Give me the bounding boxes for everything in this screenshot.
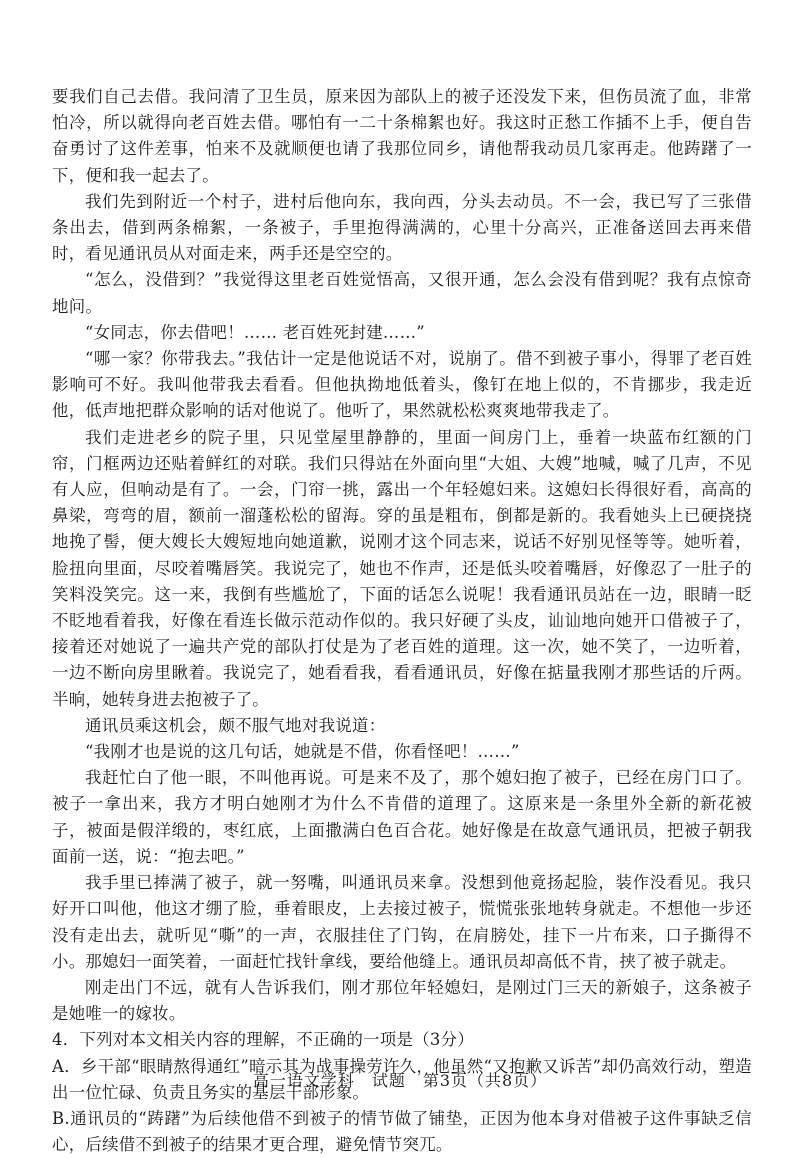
passage-paragraph: 刚走出门不远，就有人告诉我们，刚才那位年轻媳妇，是刚过门三天的新娘子，这条被子是她唯一的嫁妆。 [52, 977, 752, 1024]
passage-paragraph: 通讯员乘这机会，颇不服气地对我说道： [85, 715, 386, 735]
question-block [52, 1027, 752, 1158]
exam-content [52, 84, 752, 1158]
passage-paragraph: 要我们自己去借。我问清了卫生员，原来因为部队上的被子还没发下来，但伤员流了血，非常怕冷，所以就得向老百姓去借。哪怕有一二十条棉絮也好。我这时正愁工作插不上手，便自告奋勇讨了这件差事，怕来不及就顺便也请了我那位同乡，请他帮我动员几家再走。他踌躇了一下，便和我一起去了。 [52, 87, 752, 185]
passage-paragraph: 我们走进老乡的院子里，只见堂屋里静静的，里面一间房门上，垂着一块蓝布红额的门帘，门框两边还贴着鲜红的对联。我们只得站在外面向里“大姐、大嫂”地喊，喊了几声，不见有人应，但响动是有了。一会，门帘一挑，露出一个年轻媳妇来。这媳妇长得很好看，高高的鼻梁，弯弯的眉，额前一溜蓬松松的留海。穿的虽是粗布，倒都是新的。我看她头上已硬挠挠地挽了髻，便大嫂长大嫂短地向她道歉，说刚才这个同志来，说话不好别见怪等等。她听着，脸扭向里面，尽咬着嘴唇笑。我说完了，她也不作声，还是低头咬着嘴唇，好像忍了一肚子的笑料没笑完。这一来，我倒有些尴尬了，下面的话怎么说呢！我看通讯员站在一边，眼睛一眨不眨地看着我，好像在看连长做示范动作似的。我只好硬了头皮，讪讪地向她开口借被子了，接着还对她说了一遍共产党的部队打仗是为了老百姓的道理。这一次，她不笑了，一边听着，一边不断向房里瞅着。我说完了，她看看我，看看通讯员，好像在掂量我刚才那些话的斤两。半晌，她转身进去抱被子了。 [52, 427, 752, 709]
passage-paragraph: “怎么，没借到？”我觉得这里老百姓觉悟高，又很开通，怎么会没有借到呢？我有点惊奇地问。 [52, 270, 752, 316]
option-a: A．乡干部“眼睛熬得通红”暗示其为战事操劳许久，他虽然“又抱歉又诉苦”却仍高效行动，塑造出一位忙碌、负责且务实的基层干部形象。 [52, 1056, 752, 1102]
reading-passage [52, 84, 752, 1027]
passage-paragraph: 我赶忙白了他一眼，不叫他再说。可是来不及了，那个媳妇抱了被子，已经在房门口了。被子一拿出来，我方才明白她刚才为什么不肯借的道理了。这原来是一条里外全新的新花被子，被面是假洋缎的，枣红底，上面撒满白色百合花。她好像是在故意气通讯员，把被子朝我面前一送，说：“抱去吧。” [52, 768, 752, 866]
passage-paragraph: 我们先到附近一个村子，进村后他向东，我向西，分头去动员。不一会，我已写了三张借条出去，借到两条棉絮，一条被子，手里抱得满满的，心里十分高兴，正准备送回去再来借时，看见通讯员从对面走来，两手还是空空的。 [52, 191, 752, 264]
option-b: B.通讯员的“踌躇”为后续他借不到被子的情节做了铺垫，正因为他本身对借被子这件事缺乏信心，后续借不到被子的结果才更合理，避免情节突兀。 [52, 1108, 752, 1155]
question-stem: 4．下列对本文相关内容的理解，不正确的一项是（3分） [52, 1030, 475, 1050]
passage-paragraph: 我手里已捧满了被子，就一努嘴，叫通讯员来拿。没想到他竟扬起脸，装作没看见。我只好开口叫他，他这才绷了脸，垂着眼皮，上去接过被子，慌慌张张地转身就走。不想他一步还没有走出去，就听见“嘶”的一声，衣服挂住了门钩，在肩膀处，挂下一片布来，口子撕得不小。那媳妇一面笑着，一面赶忙找针拿线，要给他缝上。通讯员却高低不肯，挟了被子就走。 [52, 873, 752, 971]
passage-paragraph: “我刚才也是说的这几句话，她就是不借，你看怪吧！……” [85, 742, 520, 762]
page-footer: 高一语文学科 试题 第3页（共8页） [252, 1071, 548, 1090]
passage-paragraph: “哪一家？你带我去。”我估计一定是他说话不对，说崩了。借不到被子事小，得罪了老百姓影响可不好。我叫他带我去看看。但他执拗地低着头，像钉在地上似的，不肯挪步，我走近他，低声地把群众影响的话对他说了。他听了，果然就松松爽爽地带我走了。 [52, 349, 752, 421]
passage-paragraph: “女同志，你去借吧！…… 老百姓死封建……” [85, 322, 425, 342]
